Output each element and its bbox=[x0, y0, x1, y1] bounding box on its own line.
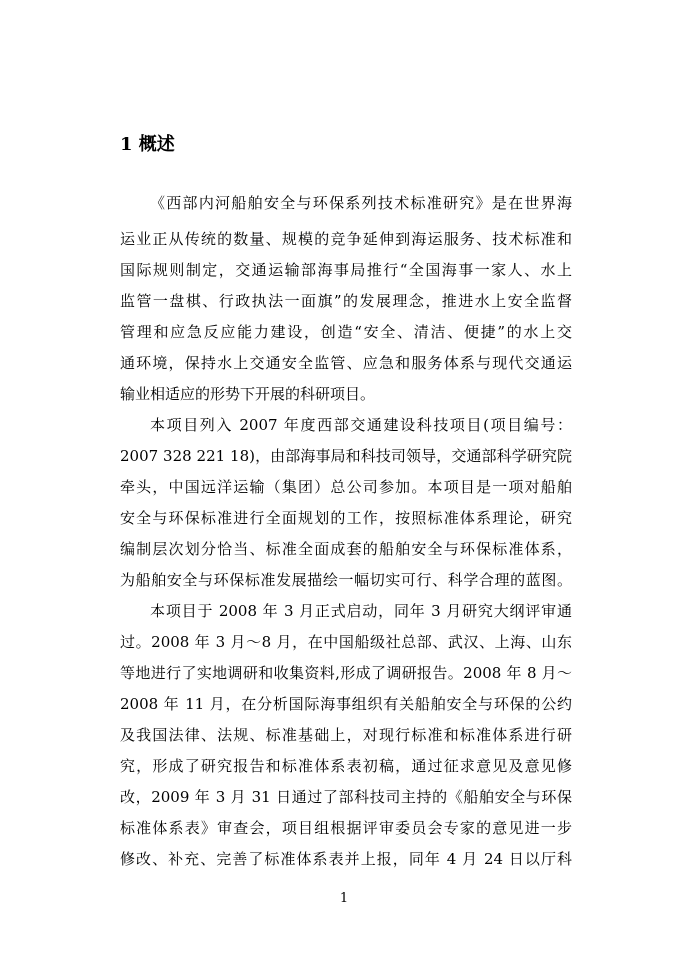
paragraph-3-line-3: 等地进行了实地调研和收集资料,形成了调研报告。2008 年 8 月～ bbox=[120, 664, 572, 682]
paragraph-1-line-5: 管理和应急反应能力建设，创造“安全、清洁、便捷”的水上交 bbox=[120, 323, 572, 341]
paragraph-1-line-3: 国际规则制定，交通运输部海事局推行“全国海事一家人、水上 bbox=[120, 261, 572, 279]
paragraph-2-line-4: 安全与环保标准进行全面规划的工作，按照标准体系理论，研究 bbox=[120, 509, 572, 527]
paragraph-3-line-1: 本项目于 2008 年 3 月正式启动，同年 3 月研究大纲评审通 bbox=[150, 602, 572, 620]
paragraph-2-line-1: 本项目列入 2007 年度西部交通建设科技项目(项目编号： bbox=[150, 416, 572, 434]
paragraph-3-line-6: 究，形成了研究报告和标准体系表初稿，通过征求意见及意见修 bbox=[120, 757, 572, 775]
paragraph-3-line-5: 及我国法律、法规、标准基础上，对现行标准和标准体系进行研 bbox=[120, 726, 572, 744]
page-number: 1 bbox=[339, 891, 349, 906]
paragraph-3-line-8: 标准体系表》审查会，项目组根据评审委员会专家的意见进一步 bbox=[120, 819, 572, 837]
section-heading: 1 概述 bbox=[120, 134, 175, 155]
paragraph-2-line-6: 为船舶安全与环保标准发展描绘一幅切实可行、科学合理的蓝图。 bbox=[120, 571, 572, 589]
paragraph-2-line-3: 牵头，中国远洋运输（集团）总公司参加。本项目是一项对船舶 bbox=[120, 478, 572, 496]
paragraph-1-line-4: 监管一盘棋、行政执法一面旗”的发展理念，推进水上安全监督 bbox=[120, 292, 572, 310]
paragraph-1-line-7: 输业相适应的形势下开展的科研项目。 bbox=[120, 385, 376, 403]
paragraph-3-line-2: 过。2008 年 3 月～8 月，在中国船级社总部、武汉、上海、山东 bbox=[120, 633, 572, 651]
paragraph-3-line-7: 改，2009 年 3 月 31 日通过了部科技司主持的《船舶安全与环保 bbox=[120, 788, 572, 806]
paragraph-3-line-4: 2008 年 11 月，在分析国际海事组织有关船舶安全与环保的公约 bbox=[120, 695, 572, 713]
paragraph-3-line-9: 修改、补充、完善了标准体系表并上报，同年 4 月 24 日以厅科 bbox=[120, 850, 572, 868]
paragraph-2-line-2: 2007 328 221 18)，由部海事局和科技司领导，交通部科学研究院 bbox=[120, 447, 572, 465]
paragraph-1-line-6: 通环境，保持水上交通安全监管、应急和服务体系与现代交通运 bbox=[120, 354, 572, 372]
paragraph-2-line-5: 编制层次划分恰当、标准全面成套的船舶安全与环保标准体系， bbox=[120, 540, 572, 558]
paragraph-1-line-2: 运业正从传统的数量、规模的竞争延伸到海运服务、技术标准和 bbox=[120, 230, 572, 248]
paragraph-1-line-1: 《西部内河船舶安全与环保系列技术标准研究》是在世界海 bbox=[150, 194, 572, 212]
